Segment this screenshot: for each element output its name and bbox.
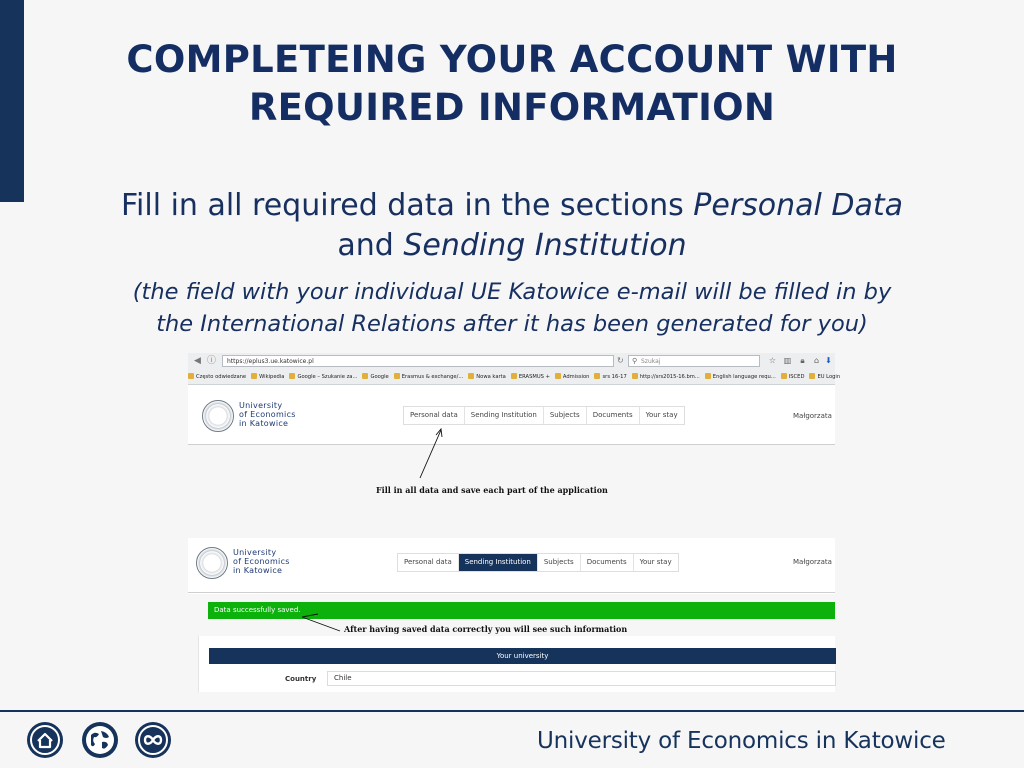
logo-line-1: University bbox=[233, 548, 277, 557]
note-line-2: the International Relations after it has been generated for you) bbox=[156, 311, 868, 337]
instruction-and: and bbox=[337, 228, 404, 263]
download-icon[interactable]: ⬇ bbox=[825, 356, 832, 365]
tab-personal-data[interactable]: Personal data bbox=[404, 407, 465, 424]
success-message: Data successfully saved. bbox=[208, 602, 835, 619]
university-logo[interactable] bbox=[202, 398, 302, 438]
bookmark[interactable]: ERASMUS + bbox=[511, 371, 550, 384]
screenshot-personal-data bbox=[188, 353, 841, 445]
library-icon[interactable]: ▥ bbox=[783, 356, 792, 365]
tab-your-stay[interactable]: Your stay bbox=[645, 411, 678, 419]
country-label: Country bbox=[285, 675, 317, 683]
annotation-fill-in: Fill in all data and save each part of the application bbox=[376, 485, 608, 495]
tab-documents[interactable]: Documents bbox=[581, 554, 634, 571]
bookmark[interactable]: Często odwiedzane bbox=[188, 371, 246, 384]
footer-university-name: University of Economics in Katowice bbox=[537, 728, 946, 754]
logo-text bbox=[233, 548, 290, 575]
university-seal-icon bbox=[196, 547, 228, 579]
tab-documents[interactable]: Documents bbox=[587, 407, 640, 424]
search-icon: ⚲ bbox=[632, 357, 638, 365]
browser-url-row bbox=[188, 353, 835, 369]
browser-chrome bbox=[188, 353, 841, 385]
instruction-sending-institution: Sending Institution bbox=[403, 228, 687, 263]
instruction-text bbox=[30, 186, 994, 266]
note-line-1: (the field with your individual UE Katowice e-mail will be filled in by bbox=[132, 279, 892, 305]
title-line-2: REQUIRED INFORMATION bbox=[248, 86, 776, 129]
tab-sending-institution[interactable]: Sending Institution bbox=[459, 554, 538, 571]
university-logo[interactable] bbox=[196, 545, 296, 585]
globe-icon[interactable] bbox=[82, 722, 118, 758]
star-icon[interactable]: ☆ bbox=[768, 356, 777, 365]
infinity-icon[interactable] bbox=[135, 722, 171, 758]
home-browser-icon[interactable]: ⌂ bbox=[813, 356, 820, 365]
footer-divider bbox=[0, 710, 1024, 712]
tab-subjects[interactable]: Subjects bbox=[538, 554, 581, 571]
bookmark[interactable]: Google – Szukanie za... bbox=[289, 371, 357, 384]
search-placeholder: Szukaj bbox=[641, 358, 661, 365]
user-name[interactable]: Małgorzata bbox=[793, 558, 832, 566]
bookmark[interactable]: Nowa karta bbox=[468, 371, 506, 384]
slide-title bbox=[40, 36, 984, 132]
logo-text bbox=[239, 401, 296, 428]
browser-search-input[interactable] bbox=[628, 355, 760, 367]
app-tabs-2 bbox=[397, 553, 679, 572]
logo-line-3: in Katowice bbox=[239, 419, 289, 428]
reload-icon[interactable]: ↻ bbox=[617, 356, 624, 365]
url-bar[interactable]: https://eplus3.ue.katowice.pl bbox=[222, 355, 614, 367]
instruction-part-1: Fill in all required data in the sections bbox=[120, 188, 694, 223]
header-divider bbox=[188, 592, 835, 593]
app-header-2 bbox=[188, 538, 835, 594]
logo-line-2: of Economics bbox=[233, 557, 290, 566]
home-icon[interactable] bbox=[27, 722, 63, 758]
bookmark[interactable]: English language requ... bbox=[705, 371, 776, 384]
bookmark[interactable]: Google bbox=[362, 371, 388, 384]
left-accent-bar bbox=[0, 0, 24, 202]
user-name[interactable]: Małgorzata bbox=[793, 412, 832, 420]
logo-line-1: University bbox=[239, 401, 283, 410]
header-divider bbox=[188, 444, 835, 445]
note-text bbox=[30, 276, 994, 340]
tab-your-stay[interactable]: Your stay bbox=[639, 558, 672, 566]
bookmark[interactable]: Erasmus & exchange/... bbox=[394, 371, 464, 384]
tab-personal-data[interactable]: Personal data bbox=[398, 554, 459, 571]
tab-sending-institution[interactable]: Sending Institution bbox=[465, 407, 544, 424]
bookmark[interactable]: srs 16-17 bbox=[594, 371, 626, 384]
tab-subjects[interactable]: Subjects bbox=[544, 407, 587, 424]
bookmark[interactable]: EU Login bbox=[809, 371, 840, 384]
title-line-1: COMPLETEING YOUR ACCOUNT WITH bbox=[126, 38, 898, 81]
country-field[interactable]: Chile bbox=[327, 671, 836, 686]
back-icon[interactable]: ◀ bbox=[194, 356, 201, 366]
bookmark[interactable]: Wikipedia bbox=[251, 371, 284, 384]
form-area bbox=[198, 636, 835, 692]
app-header-1 bbox=[188, 386, 835, 445]
screenshot-sending-institution bbox=[188, 538, 835, 692]
logo-line-2: of Economics bbox=[239, 410, 296, 419]
app-tabs-1 bbox=[403, 406, 685, 425]
info-icon[interactable]: ⓘ bbox=[206, 356, 216, 366]
annotation-saved-info: After having saved data correctly you will see such information bbox=[344, 624, 628, 634]
university-seal-icon bbox=[202, 400, 234, 432]
lock-icon[interactable]: 🔒︎ bbox=[800, 356, 805, 365]
instruction-personal-data: Personal Data bbox=[693, 188, 904, 223]
bookmark[interactable]: ISCED bbox=[781, 371, 805, 384]
bookmarks-bar bbox=[188, 371, 841, 384]
logo-line-3: in Katowice bbox=[233, 566, 283, 575]
bookmark[interactable]: http://srs2015-16.bm... bbox=[632, 371, 700, 384]
bookmark[interactable]: Admission bbox=[555, 371, 590, 384]
section-header-your-university: Your university bbox=[209, 648, 836, 664]
